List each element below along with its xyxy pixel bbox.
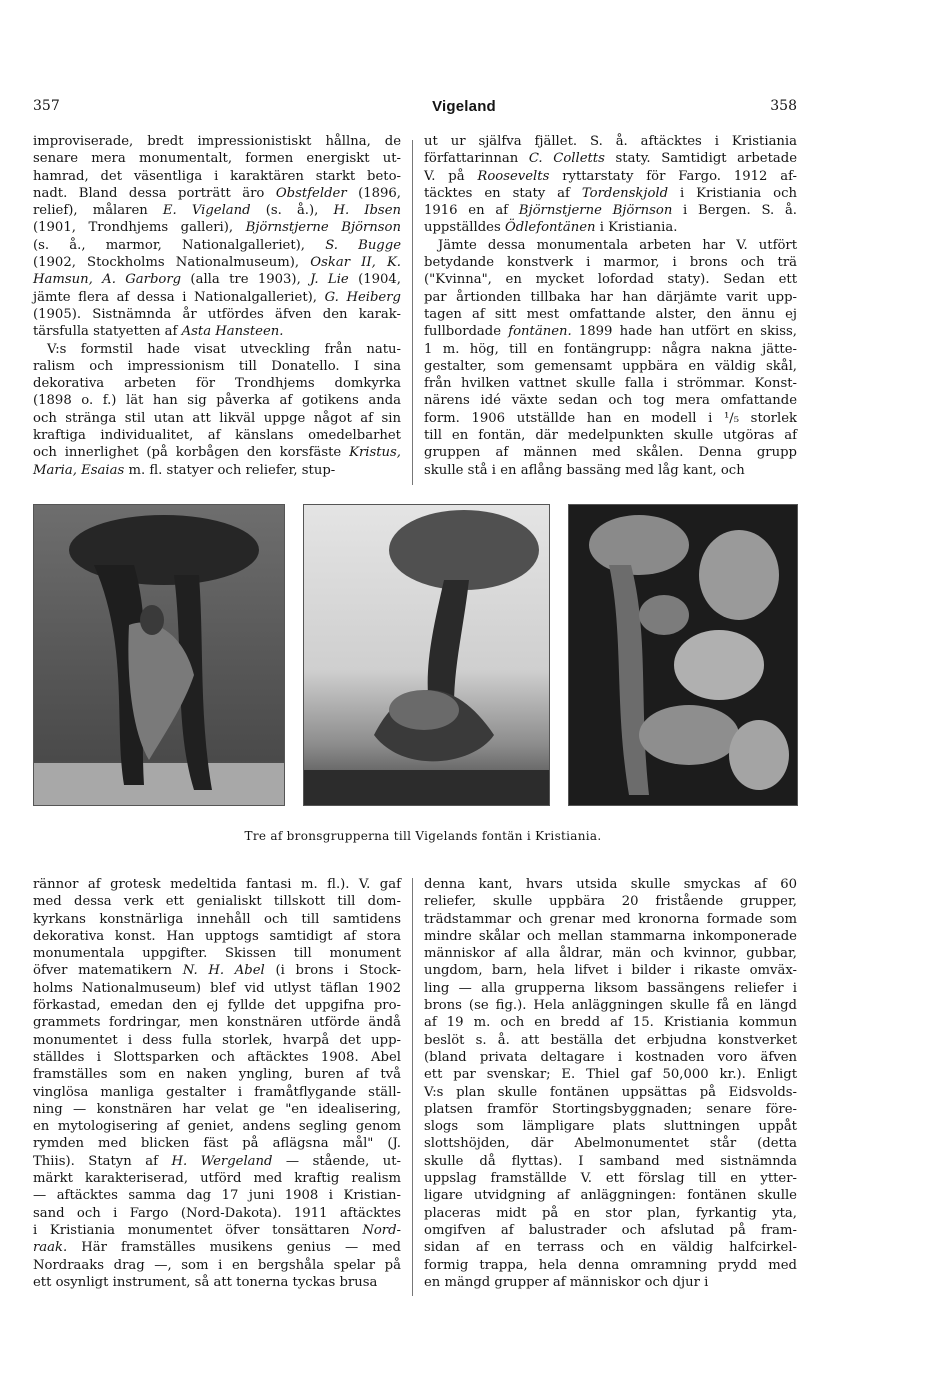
text-line (33, 1222, 401, 1239)
italic-name: Nord- (362, 1222, 401, 1238)
text-run: reliefer, skulle uppbära 20 fristående grupper, (424, 894, 797, 910)
italic-name: E. Vigeland (162, 203, 251, 219)
text-run: ning — konstnären har velat ge "en idealisering, (33, 1101, 401, 1117)
text-run: tärsfulla statyetten af (33, 324, 182, 340)
text-run: till en fontän, där medelpunkten skulle utgöras af (424, 428, 797, 444)
text-line (424, 1274, 797, 1291)
running-title: Vigeland (432, 98, 496, 115)
fountain-group-photo-2 (303, 504, 550, 806)
text-line (33, 323, 401, 340)
text-line (33, 410, 401, 427)
text-run: (i brons i Stock- (264, 963, 401, 979)
text-run: närens idé växte sedan och tog mera omfattande (424, 393, 797, 409)
text-line (33, 237, 401, 254)
text-line (33, 1239, 401, 1256)
page-header (0, 98, 928, 118)
italic-name: Roosevelts (477, 168, 550, 184)
text-line (424, 1084, 797, 1101)
text-line (33, 1187, 401, 1204)
text-run: med dessa verk ett genialiskt tillskott till dom- (33, 894, 401, 910)
text-run: uppställdes (424, 220, 505, 236)
text-run: Här framställes musikens genius — med (67, 1240, 401, 1256)
italic-name: C. Colletts (528, 151, 605, 167)
text-run: — stående, ut- (272, 1153, 401, 1169)
text-line (33, 133, 401, 150)
text-line (33, 928, 401, 945)
text-run: från hvilken vattnet skulle falla i strömmar. Konst- (424, 376, 797, 392)
text-run: Nordraaks drag —, som i en bergshåla spelar på (33, 1257, 401, 1273)
text-line (424, 1014, 797, 1031)
text-line (424, 1118, 797, 1135)
fountain-group-photo-1 (33, 504, 285, 806)
text-run: slottshöjden, där Abelmonumentet står (detta (424, 1136, 797, 1152)
text-line (33, 893, 401, 910)
text-run: grammets fordringar, men konstnären utförde ändå (33, 1015, 401, 1031)
text-line (424, 1257, 797, 1274)
text-run: senare mera monumentalt, formen energiskt ut- (33, 151, 401, 167)
text-run: dekorativa konst. Han upptogs samtidigt af stora (33, 928, 401, 944)
text-line (424, 237, 797, 254)
text-column-bottom-right (424, 876, 797, 1291)
text-line (33, 1257, 401, 1274)
text-run: ett par svenskar; E. Thiel gaf 50,000 kr.). Enligt (424, 1067, 797, 1083)
italic-name: Hamsun, A. Garborg (33, 272, 182, 288)
text-run: författarinnan (424, 151, 529, 167)
text-line (33, 997, 401, 1014)
text-run: sidan af en terrass och en väldig halfcirkel- (424, 1240, 797, 1256)
text-line (33, 358, 401, 375)
text-line (33, 254, 401, 271)
text-line (424, 997, 797, 1014)
text-run: täcktes en staty af (424, 185, 582, 201)
page-number-right: 358 (770, 98, 797, 114)
text-run: en mytologisering af geniet, andens segling genom (33, 1119, 401, 1135)
text-run: framställes som en naken yngling, buren af två (33, 1067, 401, 1083)
text-run: relief), målaren (33, 203, 163, 219)
text-run: 1899 hade han utfört en skiss, (571, 324, 797, 340)
italic-name: N. H. Abel (182, 963, 265, 979)
text-run: placeras midt på en stor plan, fyrkantig yta, (424, 1205, 797, 1221)
text-line (33, 1084, 401, 1101)
text-line (424, 219, 797, 236)
text-line (33, 1205, 401, 1222)
text-run: i Kristiania och (668, 185, 797, 201)
text-line (33, 341, 401, 358)
italic-name: H. Ibsen (333, 203, 402, 219)
text-line (424, 1222, 797, 1239)
text-line (33, 1170, 401, 1187)
italic-name: H. Wergeland (171, 1153, 273, 1169)
text-line (424, 1170, 797, 1187)
text-run: m. fl. statyer och reliefer, stup- (124, 462, 336, 478)
text-line (424, 168, 797, 185)
text-run: i Kristiania monumentet öfver tonsättaren (33, 1222, 363, 1238)
text-run: 1916 en af (424, 203, 519, 219)
italic-name: Tordenskjold (581, 185, 669, 201)
text-line (424, 1187, 797, 1204)
text-line (424, 202, 797, 219)
text-run: rymden med blicken fäst på aflägsna mål" (J. (33, 1136, 401, 1152)
text-line (33, 1153, 401, 1170)
text-run: gestalter, som gemensamt uppbära en väldig skål, (424, 358, 797, 374)
text-line (33, 375, 401, 392)
text-line (33, 945, 401, 962)
text-run: fullbordade (424, 324, 509, 340)
text-run: tagen af sitt mest omfattande alster, den ännu ej (424, 306, 797, 322)
text-line (424, 1135, 797, 1152)
text-run: hamrad, det väsentliga i karaktären starkt beto- (33, 168, 401, 184)
text-run: öfver matematikern (33, 963, 183, 979)
text-run: uppslag framställde V. ett förslag till en ytter- (424, 1171, 797, 1187)
text-run: i Kristiania. (595, 220, 678, 236)
text-run: beslöt s. å. att beställa det erbjudna konstverket (424, 1032, 797, 1048)
text-line (33, 1274, 401, 1291)
italic-name: Kristus, (349, 445, 401, 461)
text-run: platsen framför Stortingsbyggnaden; senare före- (424, 1101, 797, 1117)
text-line (33, 962, 401, 979)
text-run: monumentet i dess fulla storlek, hvarpå det upp- (33, 1032, 401, 1048)
text-line (424, 306, 797, 323)
text-run: (bland privata deltagare i kostnaden voro äfven (424, 1049, 797, 1065)
text-line (33, 1101, 401, 1118)
text-run: (1902, Stockholms Nationalmuseum), (33, 255, 311, 271)
text-run: denna kant, hvars utsida skulle smyckas af 60 (424, 877, 797, 892)
text-line (424, 980, 797, 997)
text-run: — aftäcktes samma dag 17 juni 1908 i Kristian- (33, 1188, 401, 1204)
italic-name: G. Heiberg (324, 289, 401, 305)
text-line (424, 928, 797, 945)
italic-name: Asta Hansteen. (181, 324, 284, 340)
text-line (424, 893, 797, 910)
text-run: ligare utvidgning af anläggningen: fontänen skulle (424, 1188, 797, 1204)
text-run: och stränga stil utan att likväl uppge något af sin (33, 410, 401, 426)
italic-name: raak. (33, 1240, 68, 1256)
text-line (424, 462, 797, 479)
text-line (424, 1153, 797, 1170)
text-run: kraftiga individualitet, af känslans omedelbarhet (33, 428, 401, 444)
text-line (424, 410, 797, 427)
text-run: V. på (424, 168, 478, 184)
italic-name: Maria, Esaias (33, 462, 125, 478)
text-run: nadt. Bland dessa porträtt äro (33, 185, 276, 201)
text-run: och innerlighet (på korbågen den korsfäste (33, 445, 350, 461)
text-run: vinglösa manliga gestalter i framåtflygande ställ- (33, 1084, 401, 1100)
fountain-group-photo-3 (568, 504, 798, 806)
text-line (424, 1049, 797, 1066)
text-run: förkastad, emedan den ej fyllde det uppgifna pro- (33, 998, 401, 1014)
text-line (33, 1118, 401, 1135)
text-column-bottom-left (33, 876, 401, 1291)
text-line (424, 323, 797, 340)
text-run: staty. Samtidigt arbetade (604, 151, 797, 167)
text-run: V:s plan skulle fontänen uppsättas på Eidsvolds- (424, 1084, 797, 1100)
text-run: kyrkans konstnärliga innehåll och till samtidens (33, 911, 401, 927)
text-line (33, 980, 401, 997)
italic-name: Ödlefontänen (504, 220, 596, 236)
text-line (33, 219, 401, 236)
text-run: en mängd grupper af människor och djur i (424, 1274, 709, 1290)
text-line (33, 1049, 401, 1066)
text-line (424, 911, 797, 928)
text-line (33, 271, 401, 288)
italic-name: Oskar II, K. (310, 255, 401, 271)
text-line (424, 358, 797, 375)
text-run: ett osynligt instrument, så att tonerna tyckas brusa (33, 1274, 378, 1290)
figure-caption: Tre af bronsgrupperna till Vigelands fontän i Kristiania. (244, 829, 602, 843)
text-run: 1 m. hög, till en fontängrupp: några nakna jätte- (424, 341, 797, 357)
text-run: skulle stå i en aflång bassäng med låg kant, och (424, 462, 745, 478)
text-line (33, 289, 401, 306)
text-run: slogs som lämpligare plats sluttningen uppåt (424, 1119, 797, 1135)
text-run: improviserade, bredt impressionistiskt hållna, de (33, 134, 401, 149)
text-run: (1896, (346, 185, 401, 201)
text-line (424, 375, 797, 392)
text-line (33, 185, 401, 202)
text-run: i Bergen. S. å. (672, 203, 797, 219)
text-run: (alla tre 1903), (181, 272, 311, 288)
column-divider-bottom (412, 878, 413, 1296)
text-column-top-left (33, 133, 401, 479)
text-line (33, 462, 401, 479)
text-run: form. 1906 utställde han en modell i ¹/₅ storlek (424, 410, 797, 426)
text-column-top-right (424, 133, 797, 479)
text-run: människor af alla åldrar, män och kvinnor, gubbar, (424, 946, 797, 962)
text-run: rännor af grotesk medeltida fantasi m. fl.). V. gaf (33, 877, 401, 892)
text-run: gruppen af männen med skålen. Denna grupp (424, 445, 797, 461)
text-line (33, 168, 401, 185)
text-line (424, 876, 797, 893)
italic-name: Björnstjerne Björnson (245, 220, 401, 236)
text-run: af 19 m. och en bredd af 15. Kristiania kommun (424, 1015, 797, 1031)
text-run: trädstammar och grenar med kronorna formade som (424, 911, 797, 927)
text-run: ("Kvinna", en mycket lofordad staty). Sedan ett (424, 272, 797, 288)
text-run: Jämte dessa monumentala arbeten har V. utfört (438, 237, 797, 253)
text-line (424, 133, 797, 150)
text-run: Thiis). Statyn af (33, 1153, 172, 1169)
text-line (33, 150, 401, 167)
text-run: brons (se fig.). Hela anläggningen skulle få en längd (424, 998, 797, 1014)
text-line (424, 1066, 797, 1083)
text-line (424, 945, 797, 962)
text-run: holms Nationalmuseum) blef vid utlyst täflan 1902 (33, 980, 401, 996)
text-run: skulle då flyttas). I samband med sistnämnda (424, 1153, 797, 1169)
text-line (33, 427, 401, 444)
text-line (33, 444, 401, 461)
text-run: dekorativa arbeten för Trondhjems domkyrka (33, 376, 401, 392)
text-line (33, 911, 401, 928)
text-line (33, 1014, 401, 1031)
text-run: (s. å.), (250, 203, 334, 219)
text-run: (1898 o. f.) lät han sig påverka af gotikens anda (33, 393, 401, 409)
text-run: mindre skålar och mellan stammarna inkomponerade (424, 928, 797, 944)
italic-name: J. Lie (310, 272, 349, 288)
text-line (424, 271, 797, 288)
text-run: märkt karakteriserad, utförd med kraftig realism (33, 1171, 401, 1187)
text-line (33, 1032, 401, 1049)
text-run: par årtionden tillbaka har han därjämte varit upp- (424, 289, 797, 305)
text-run: jämte flera af dessa i Nationalgalleriet), (33, 289, 325, 305)
text-line (424, 254, 797, 271)
text-run: (1901, Trondhjems galleri), (33, 220, 246, 236)
text-line (33, 306, 401, 323)
column-divider-top (412, 140, 413, 485)
text-line (424, 185, 797, 202)
text-line (424, 1205, 797, 1222)
text-run: ungdom, barn, hela lifvet i bilder i rikaste omväx- (424, 963, 797, 979)
page-number-left: 357 (33, 98, 60, 114)
text-run: omgifven af balustrader och afslutad på fram- (424, 1222, 797, 1238)
text-line (424, 444, 797, 461)
italic-name: Björnstjerne Björnson (518, 203, 673, 219)
text-line (424, 1032, 797, 1049)
text-line (33, 1066, 401, 1083)
text-line (424, 1101, 797, 1118)
italic-name: Obstfelder (275, 185, 347, 201)
text-line (33, 1135, 401, 1152)
text-line (33, 392, 401, 409)
text-run: ryttarstaty för Fargo. 1912 af- (549, 168, 797, 184)
text-run: (1904, (348, 272, 401, 288)
text-line (424, 962, 797, 979)
text-run: (s. å., marmor, Nationalgalleriet), (33, 237, 326, 253)
text-line (424, 150, 797, 167)
text-run: sand och i Fargo (Nord-Dakota). 1911 aftäcktes (33, 1205, 401, 1221)
text-line (33, 202, 401, 219)
text-line (33, 876, 401, 893)
text-run: ut ur själfva fjället. S. å. aftäcktes i Kristiania (424, 134, 797, 149)
text-line (424, 289, 797, 306)
text-run: V:s formstil hade visat utveckling från natu- (47, 341, 401, 357)
text-line (424, 392, 797, 409)
text-run: betydande konstverk i marmor, i brons och trä (424, 255, 797, 271)
italic-name: fontänen. (508, 324, 572, 340)
text-line (424, 1239, 797, 1256)
text-run: ling — alla grupperna liksom bassängens reliefer i (424, 980, 797, 996)
text-run: ställdes i Slottsparken och aftäcktes 1908. Abel (33, 1049, 401, 1065)
text-line (424, 341, 797, 358)
italic-name: S. Bugge (325, 237, 401, 253)
text-line (424, 427, 797, 444)
text-run: ralism och impressionism till Donatello. I sina (33, 358, 401, 374)
text-run: formig trappa, hela denna omramning prydd med (424, 1257, 797, 1273)
text-run: (1905). Sistnämnda år utfördes äfven den karak- (33, 306, 401, 322)
text-run: monumentala uppgifter. Skissen till monument (33, 946, 401, 962)
